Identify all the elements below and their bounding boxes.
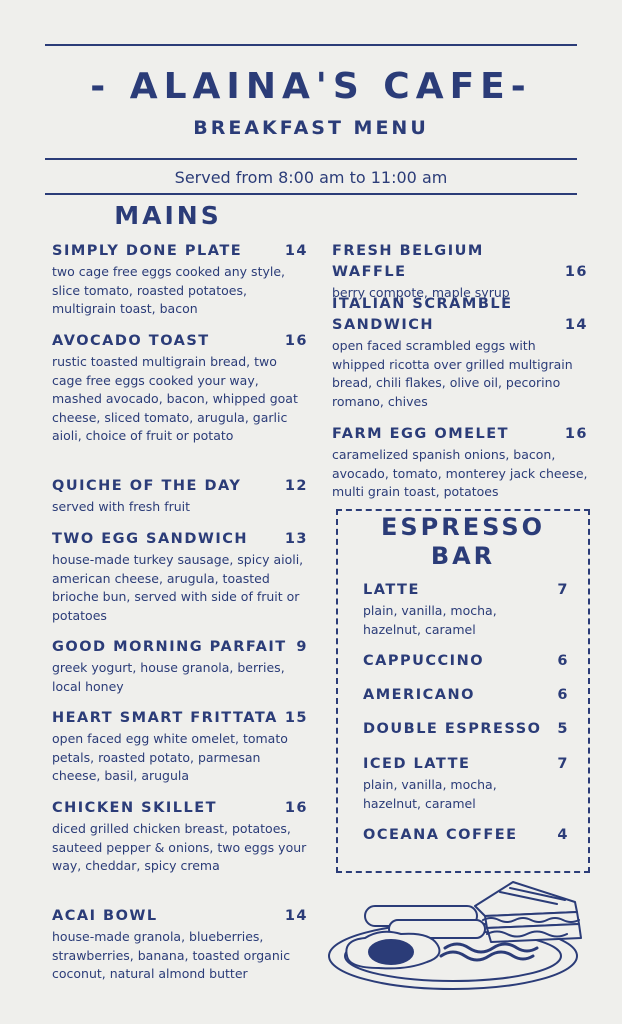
espresso-heading [336, 513, 590, 571]
menu-item [52, 476, 308, 517]
espresso-heading-line2: BAR [430, 542, 496, 570]
menu-item [332, 294, 588, 411]
item-price: 16 [564, 426, 588, 442]
item-name: CHICKEN SKILLET [52, 800, 217, 816]
item-name: QUICHE OF THE DAY [52, 478, 242, 494]
cafe-title: - ALAINA'S CAFE- [90, 66, 532, 107]
rule-below-hours [45, 193, 577, 195]
drink-item [363, 754, 569, 813]
menu-item [332, 424, 588, 502]
item-price: 14 [284, 908, 308, 924]
drink-item [363, 580, 569, 639]
drink-name: AMERICANO [363, 687, 475, 703]
drink-name: CAPPUCCINO [363, 653, 485, 669]
item-description: greek yogurt, house granola, berries, local honey [52, 660, 285, 694]
menu-subtitle: BREAKFAST MENU [193, 117, 429, 139]
drink-name: LATTE [363, 582, 420, 598]
menu-item [52, 529, 308, 625]
drink-item [363, 685, 569, 706]
drink-price: 7 [557, 582, 569, 598]
item-price: 13 [284, 531, 308, 547]
drink-item [363, 825, 569, 846]
item-price: 12 [284, 478, 308, 494]
menu-item [52, 906, 308, 984]
item-description: rustic toasted multigrain bread, two cage free eggs cooked your way, mashed avocado, bacon, whipped goat cheese, sliced tomato, arugula, garlic aioli, choice of fruit or potato [52, 354, 298, 443]
mains-heading: MAINS [114, 201, 222, 230]
item-description: caramelized spanish onions, bacon, avocado, tomato, monterey jack cheese, multi grain toast, potatoes [332, 447, 588, 499]
drink-name: DOUBLE ESPRESSO [363, 721, 542, 737]
item-price: 9 [296, 639, 308, 655]
drink-description: plain, vanilla, mocha, hazelnut, caramel [363, 603, 497, 637]
item-price: 16 [284, 333, 308, 349]
item-price: 14 [564, 317, 588, 333]
item-price: 16 [284, 800, 308, 816]
item-price: 16 [564, 264, 588, 280]
item-description: open faced egg white omelet, tomato petals, roasted potato, parmesan cheese, basil, arugula [52, 731, 288, 783]
menu-item [52, 241, 308, 319]
item-price: 15 [284, 710, 308, 726]
drink-item [363, 719, 569, 740]
item-description: open faced scrambled eggs with whipped ricotta over grilled multigrain bread, chili flakes, olive oil, pecorino romano, chives [332, 338, 573, 409]
drink-price: 7 [557, 756, 569, 772]
item-description: diced grilled chicken breast, potatoes, sauteed pepper & onions, two eggs your way, cheddar, spicy crema [52, 821, 307, 873]
item-description: berry compote, maple syrup [332, 285, 510, 300]
item-price: 14 [284, 243, 308, 259]
menu-item [52, 708, 308, 786]
drink-price: 6 [557, 653, 569, 669]
item-name: AVOCADO TOAST [52, 333, 210, 349]
item-name: SIMPLY DONE PLATE [52, 243, 243, 259]
item-description: house-made granola, blueberries, strawberries, banana, toasted organic coconut, natural almond butter [52, 929, 291, 981]
drink-price: 6 [557, 687, 569, 703]
drink-price: 5 [557, 721, 569, 737]
item-name: FARM EGG OMELET [332, 426, 510, 442]
breakfast-plate-icon [325, 876, 587, 994]
item-name: FRESH BELGIUM WAFFLE [332, 243, 484, 280]
menu-item [52, 331, 308, 446]
menu-item [52, 798, 308, 876]
espresso-heading-line1: ESPRESSO [380, 513, 546, 541]
item-name: ACAI BOWL [52, 908, 158, 924]
item-name: HEART SMART FRITTATA [52, 710, 278, 726]
top-rule [45, 44, 577, 46]
serving-hours: Served from 8:00 am to 11:00 am [174, 168, 448, 187]
drink-name: ICED LATTE [363, 756, 471, 772]
drink-name: OCEANA COFFEE [363, 827, 518, 843]
drink-description: plain, vanilla, mocha, hazelnut, caramel [363, 777, 497, 811]
item-name: TWO EGG SANDWICH [52, 531, 249, 547]
drink-price: 4 [557, 827, 569, 843]
menu-item [52, 637, 308, 696]
item-description: house-made turkey sausage, spicy aioli, american cheese, arugula, toasted brioche bun, served with side of fruit or potatoes [52, 552, 304, 623]
rule-above-hours [45, 158, 577, 160]
item-name: GOOD MORNING PARFAIT [52, 639, 287, 655]
item-name: ITALIAN SCRAMBLE SANDWICH [332, 296, 513, 333]
item-description: two cage free eggs cooked any style, slice tomato, roasted potatoes, multigrain toast, bacon [52, 264, 286, 316]
drink-item [363, 651, 569, 672]
item-description: served with fresh fruit [52, 499, 191, 514]
